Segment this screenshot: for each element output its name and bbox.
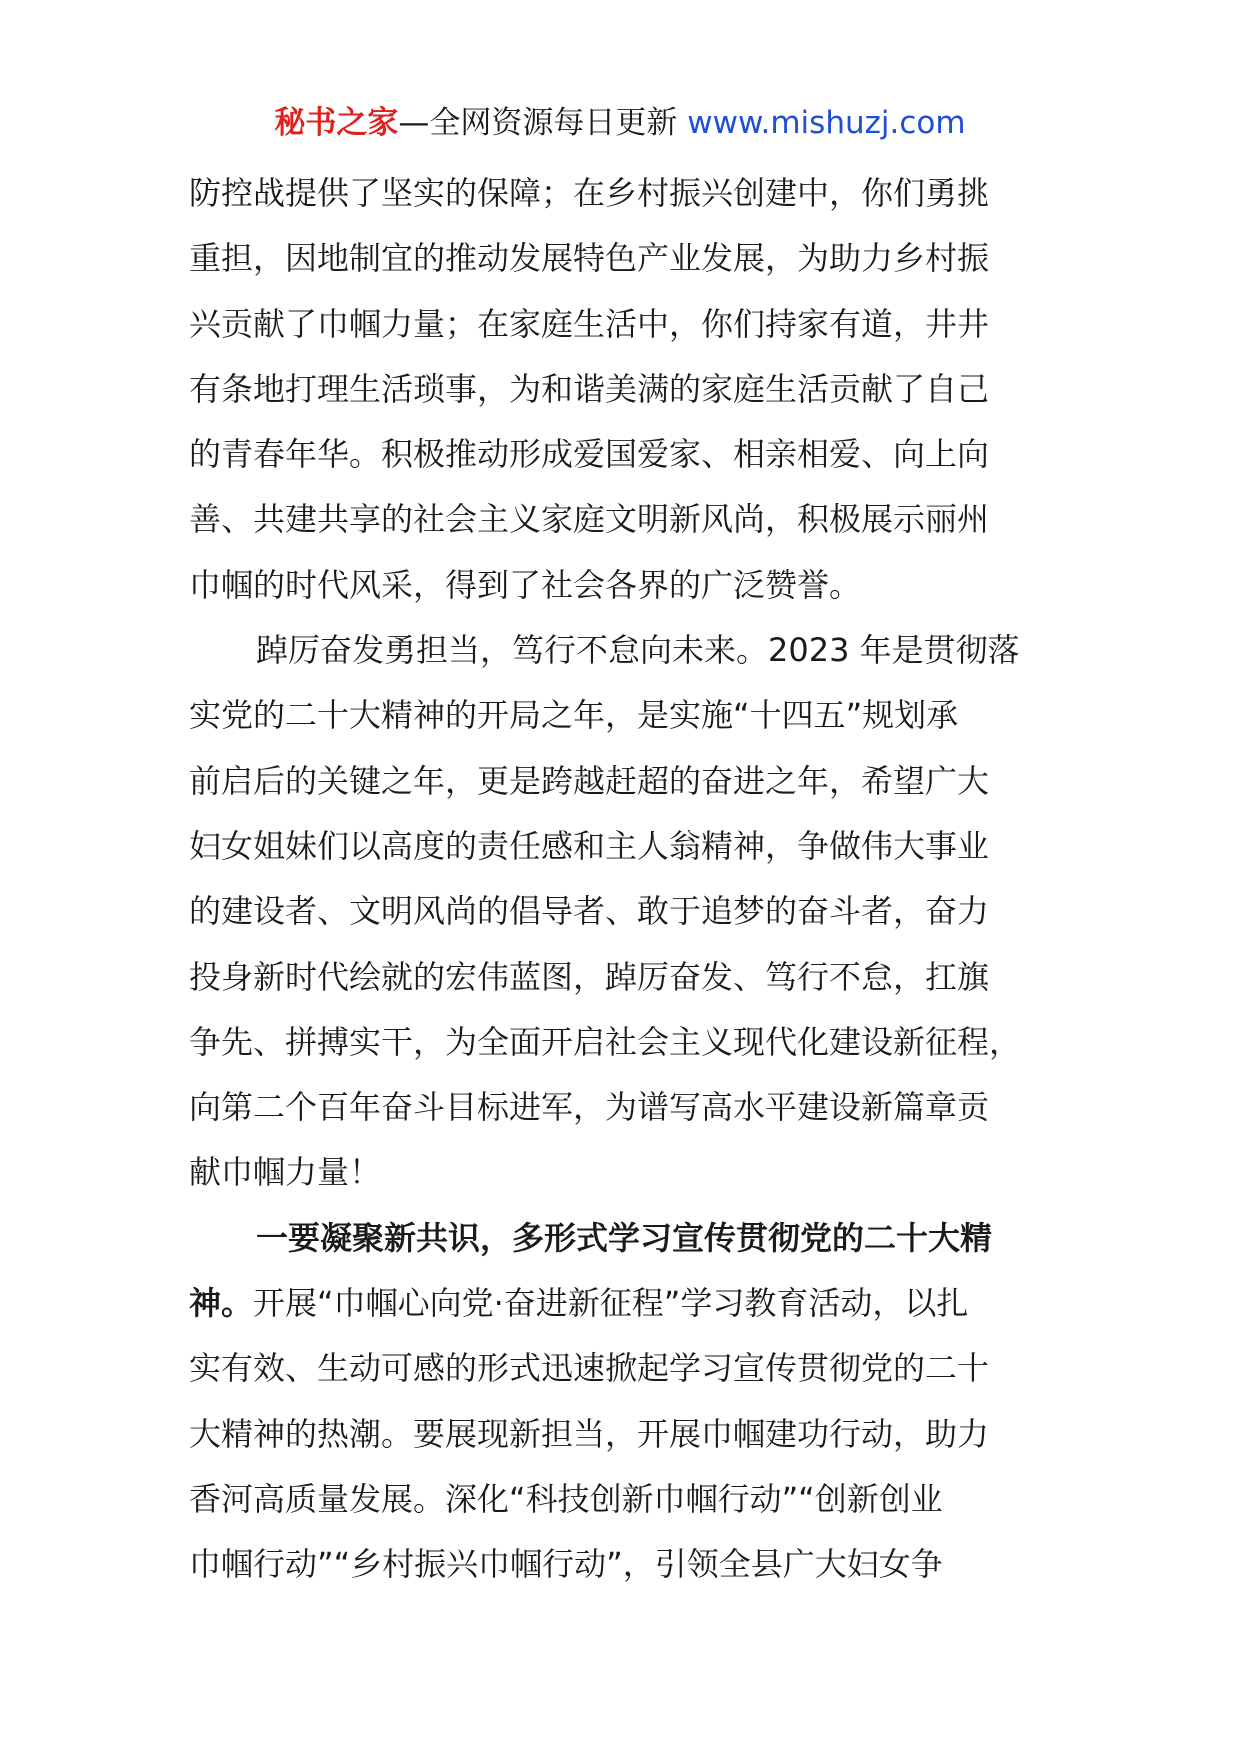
text-line: 巾帼的时代风采，得到了社会各界的广泛赞誉。 [189,565,862,604]
text-line [189,1271,1059,1336]
site-url-link[interactable]: www.mishuzj.com [687,105,966,141]
text-line: 善、共建共享的社会主义家庭文明新风尚，积极展示丽州 [189,500,990,539]
text-line: 向第二个百年奋斗目标进军，为谱写高水平建设新篇章贡 [189,1088,990,1127]
text-line: 实党的二十大精神的开局之年，是实施“十四五”规划承 [189,696,959,735]
brand-name: 秘书之家 [274,105,399,141]
paragraph-first-line: 踔厉奋发勇担当，笃行不怠向未来。2023 年是贯彻落 [256,631,1020,670]
section-text: 开展“巾帼心向党·奋进新征程”学习教育活动，以扎 [253,1284,969,1323]
document-body [189,161,1059,1598]
text-line: 兴贡献了巾帼力量；在家庭生活中，你们持家有道，井井 [189,304,990,343]
text-line: 献巾帼力量！ [189,1153,382,1192]
text-line: 妇女姐妹们以高度的责任感和主人翁精神，争做伟大事业 [189,826,990,865]
header-slogan: —全网资源每日更新 [398,105,678,141]
text-line: 重担，因地制宜的推动发展特色产业发展，为助力乡村振 [189,239,990,278]
text-line: 投身新时代绘就的宏伟蓝图，踔厉奋发、笃行不怠，扛旗 [189,957,990,996]
text-line: 争先、拼搏实干，为全面开启社会主义现代化建设新征程， [189,1022,1022,1061]
site-header [0,100,1240,146]
text-line: 的建设者、文明风尚的倡导者、敢于追梦的奋斗者，奋力 [189,892,990,931]
text-line: 前启后的关键之年，更是跨越赶超的奋进之年，希望广大 [189,761,990,800]
text-line: 有条地打理生活琐事，为和谐美满的家庭生活贡献了自己 [189,369,990,408]
text-line: 大精神的热潮。要展现新担当，开展巾帼建功行动，助力 [189,1414,990,1453]
text-line: 防控战提供了坚实的保障；在乡村振兴创建中，你们勇挑 [189,174,990,212]
section-heading: 一要凝聚新共识，多形式学习宣传贯彻党的二十大精 [256,1218,993,1257]
section-heading-end: 神。 [189,1284,254,1323]
text-line: 香河高质量发展。深化“科技创新巾帼行动”“创新创业 [189,1479,943,1518]
text-line: 的青春年华。积极推动形成爱国爱家、相亲相爱、向上向 [189,435,990,474]
text-line: 巾帼行动”“乡村振兴巾帼行动”，引领全县广大妇女争 [189,1545,943,1584]
text-line: 实有效、生动可感的形式迅速掀起学习宣传贯彻党的二十 [189,1349,990,1388]
